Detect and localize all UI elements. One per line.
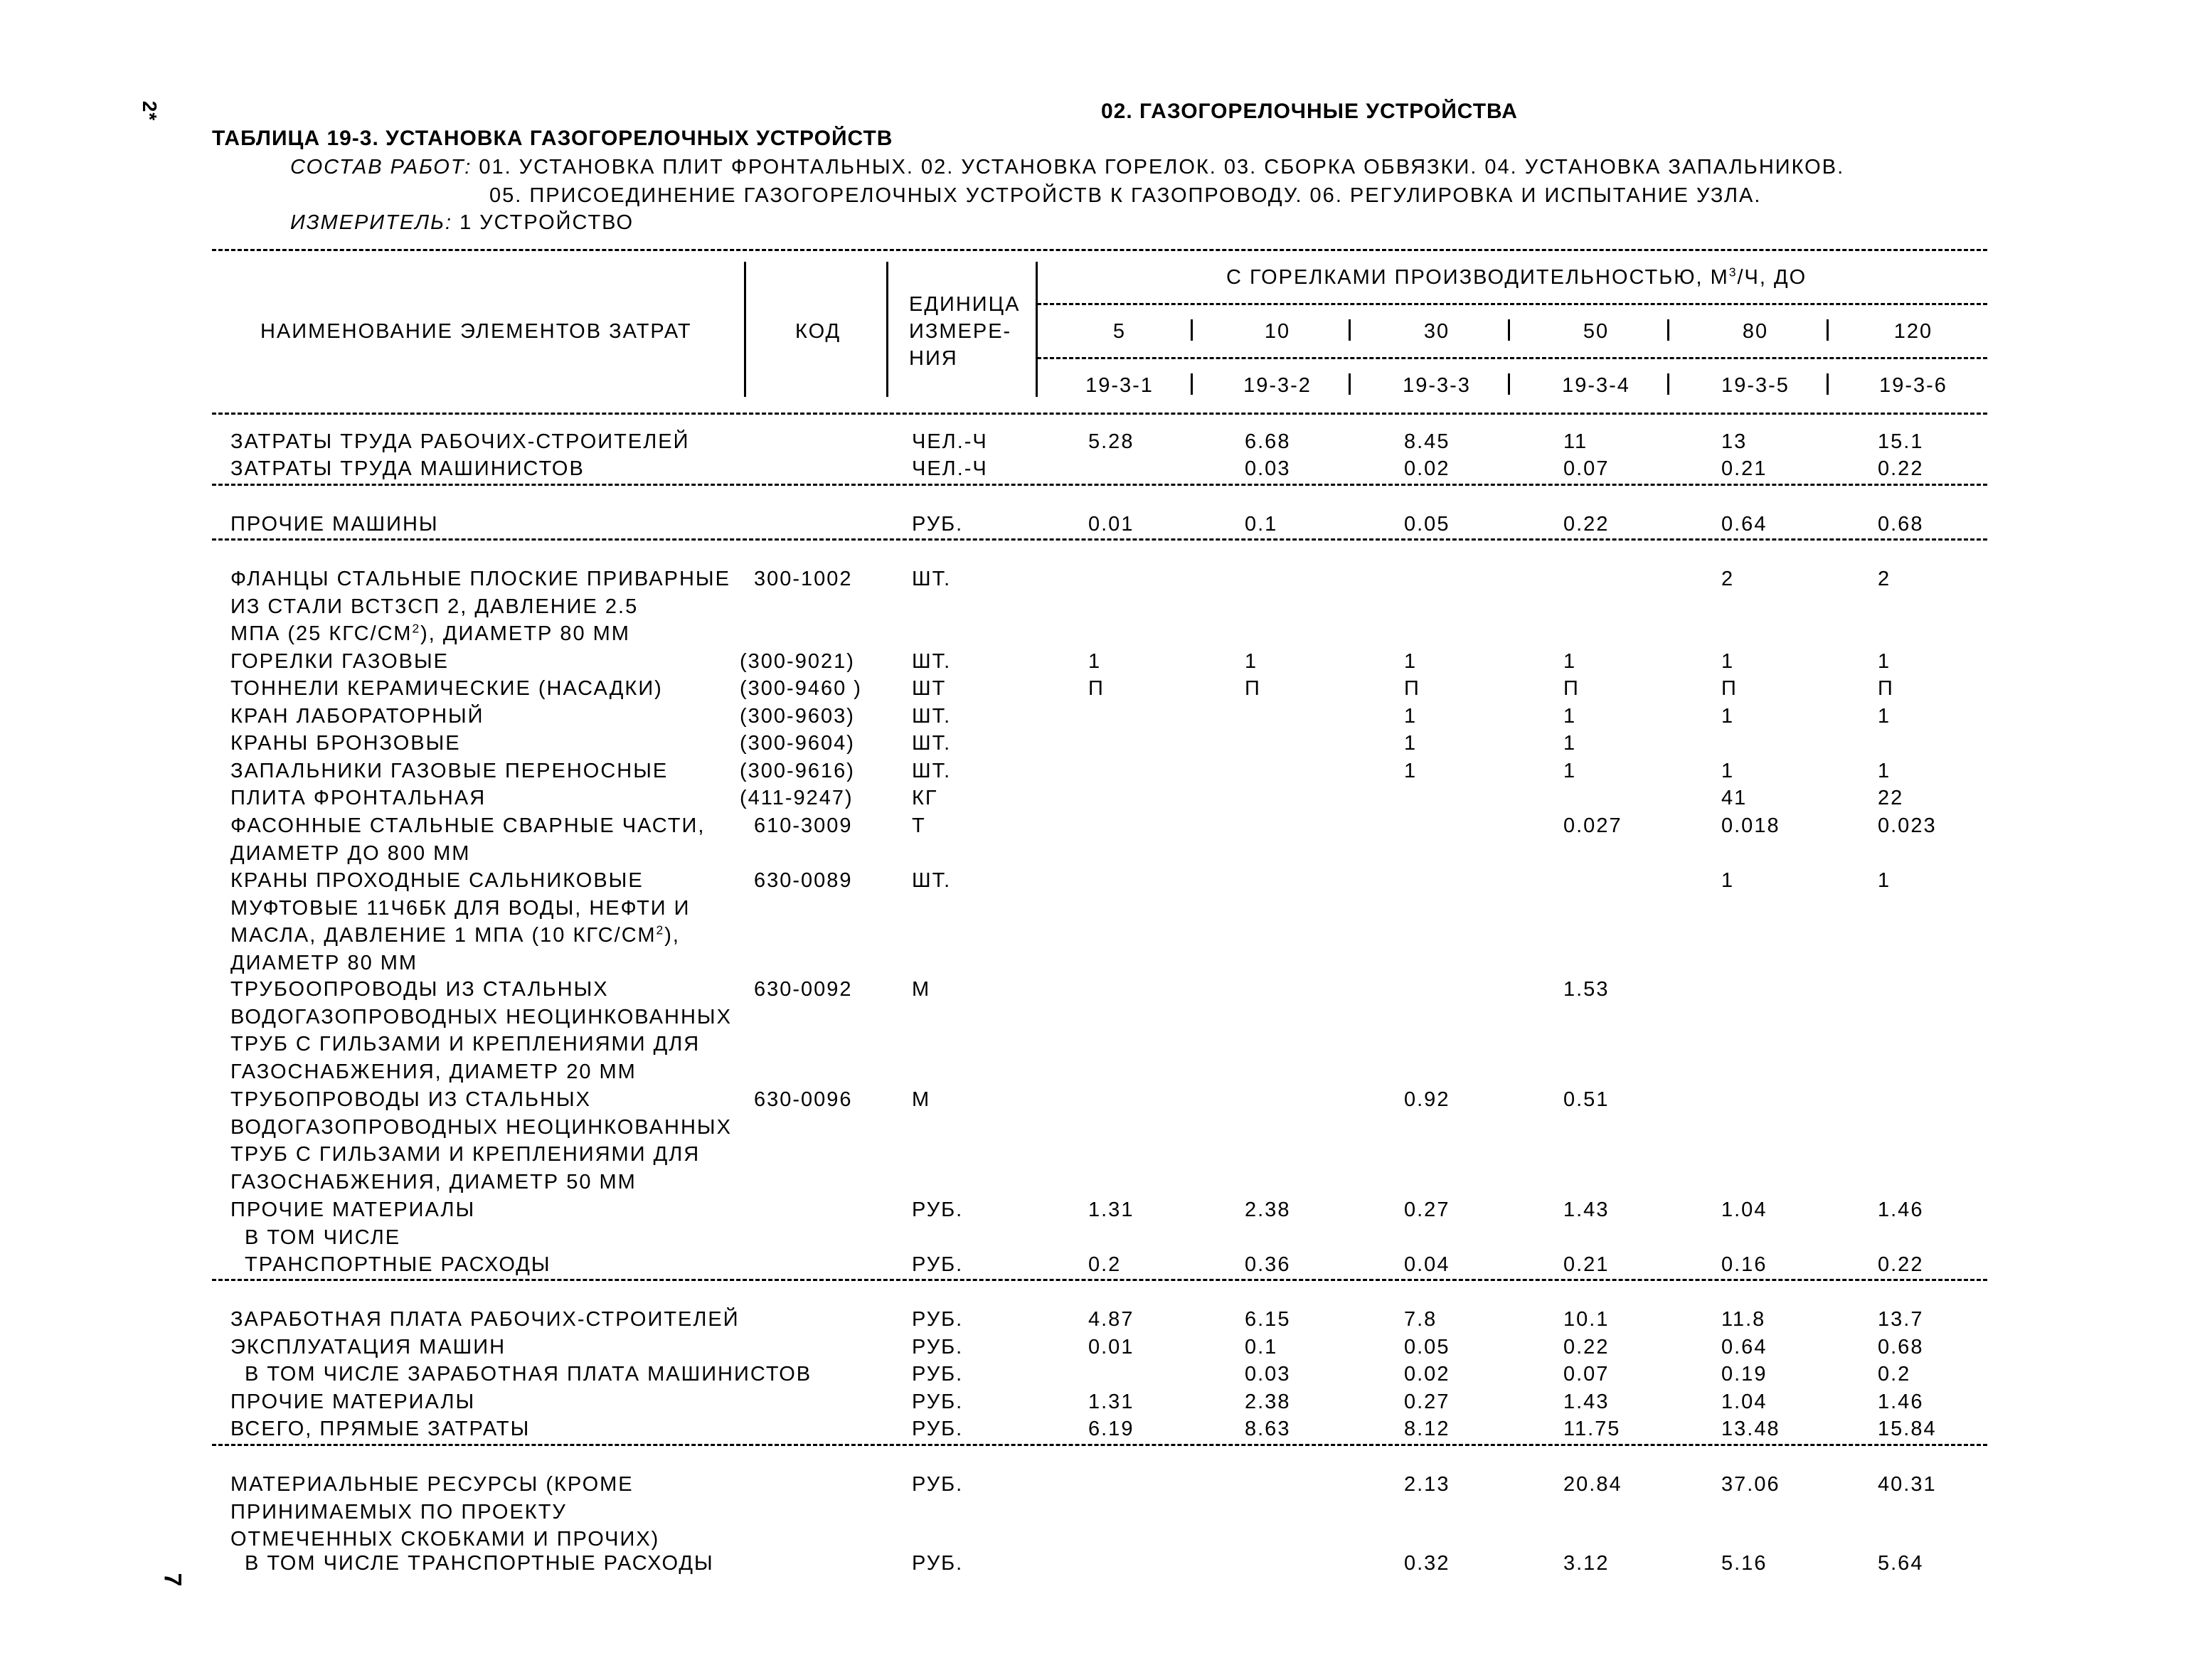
- value-cell: 1: [1878, 760, 1891, 782]
- unit-of-measure: РУБ.: [912, 1391, 964, 1413]
- cost-element-name: МАТЕРИАЛЬНЫЕ РЕСУРСЫ (КРОМЕ: [230, 1473, 634, 1496]
- header-divider: [1827, 373, 1829, 395]
- value-cell: П: [1245, 677, 1261, 700]
- value-cell: П: [1878, 677, 1894, 700]
- unit-of-measure: ЧЕЛ.-Ч: [912, 430, 988, 453]
- value-cell: 3.12: [1563, 1552, 1610, 1575]
- value-cell: 8.63: [1245, 1418, 1291, 1440]
- value-cell: 1.53: [1563, 978, 1610, 1001]
- value-cell: 1.43: [1563, 1391, 1610, 1413]
- value-cell: 37.06: [1721, 1473, 1780, 1496]
- header-group-unit: /Ч, ДО: [1737, 266, 1807, 289]
- value-cell: 1: [1721, 650, 1735, 673]
- value-cell: 2.13: [1404, 1473, 1450, 1496]
- header-code: КОД: [795, 320, 841, 343]
- resource-code: (300-9616): [740, 760, 855, 782]
- value-cell: 5.16: [1721, 1552, 1767, 1575]
- header-rule-1: [1037, 303, 1987, 305]
- value-cell: 0.22: [1878, 457, 1924, 480]
- value-cell: 1: [1563, 650, 1577, 673]
- value-cell: 2.38: [1245, 1198, 1291, 1221]
- value-cell: 6.15: [1245, 1308, 1291, 1331]
- value-cell: 0.22: [1563, 513, 1610, 536]
- value-cell: 1: [1245, 650, 1258, 673]
- header-rate-code: 19-3-3: [1403, 374, 1471, 397]
- header-rule-2: [1037, 357, 1987, 359]
- cost-element-name: ФАСОННЫЕ СТАЛЬНЫЕ СВАРНЫЕ ЧАСТИ,: [230, 814, 706, 837]
- value-cell: 0.2: [1088, 1253, 1122, 1276]
- value-cell: 8.12: [1404, 1418, 1450, 1440]
- value-cell: 0.07: [1563, 457, 1610, 480]
- value-cell: 1.04: [1721, 1391, 1767, 1413]
- value-cell: 2.38: [1245, 1391, 1291, 1413]
- header-group-sup: 3: [1728, 265, 1738, 280]
- unit-of-measure: Т: [912, 814, 926, 837]
- value-cell: 6.68: [1245, 430, 1291, 453]
- cost-element-name: ЗАТРАТЫ ТРУДА МАШИНИСТОВ: [230, 457, 585, 480]
- value-cell: 11: [1563, 430, 1588, 453]
- value-cell: 5.28: [1088, 430, 1134, 453]
- value-cell: 0.21: [1721, 457, 1767, 480]
- work-label: СОСТАВ РАБОТ:: [290, 156, 472, 179]
- header-divider: [744, 262, 746, 397]
- value-cell: 22: [1878, 787, 1904, 809]
- unit-of-measure: ШТ: [912, 677, 947, 700]
- unit-of-measure: ШТ.: [912, 568, 952, 590]
- unit-of-measure: РУБ.: [912, 1552, 964, 1575]
- value-cell: 1: [1088, 650, 1102, 673]
- value-cell: 0.68: [1878, 1336, 1924, 1359]
- value-cell: 0.16: [1721, 1253, 1767, 1276]
- header-rate-code: 19-3-5: [1721, 374, 1790, 397]
- value-cell: 0.27: [1404, 1198, 1450, 1221]
- header-capacity: 50: [1583, 320, 1610, 343]
- value-cell: 0.51: [1563, 1088, 1610, 1111]
- value-cell: 2: [1721, 568, 1735, 590]
- unit-of-measure: ШТ.: [912, 650, 952, 673]
- table-title: ТАБЛИЦА 19-3. УСТАНОВКА ГАЗОГОРЕЛОЧНЫХ УСТРОЙСТВ: [212, 127, 893, 150]
- header-divider: [1036, 262, 1038, 397]
- value-cell: 41: [1721, 787, 1748, 809]
- header-capacity: 10: [1264, 320, 1291, 343]
- cost-element-name: МАСЛА, ДАВЛЕНИЕ 1 МПА (10 КГС/$СМ^2$),: [230, 923, 680, 947]
- resource-code: 300-1002: [754, 568, 853, 590]
- header-capacity: 30: [1423, 320, 1450, 343]
- resource-code: 630-0096: [754, 1088, 853, 1111]
- value-cell: 0.27: [1404, 1391, 1450, 1413]
- header-divider: [1667, 373, 1669, 395]
- value-cell: 0.1: [1245, 1336, 1278, 1359]
- value-cell: П: [1721, 677, 1738, 700]
- value-cell: 0.36: [1245, 1253, 1291, 1276]
- value-cell: 6.19: [1088, 1418, 1134, 1440]
- header-rate-code: 19-3-4: [1562, 374, 1630, 397]
- value-cell: 0.21: [1563, 1253, 1610, 1276]
- unit-of-measure: РУБ.: [912, 1308, 964, 1331]
- unit-of-measure: М: [912, 978, 931, 1001]
- cost-element-name: ОТМЕЧЕННЫХ СКОБКАМИ И ПРОЧИХ): [230, 1528, 660, 1551]
- value-cell: 1: [1721, 760, 1735, 782]
- cost-element-name: ВСЕГО, ПРЯМЫЕ ЗАТРАТЫ: [230, 1418, 531, 1440]
- value-cell: 8.45: [1404, 430, 1450, 453]
- section-title: 02. ГАЗОГОРЕЛОЧНЫЕ УСТРОЙСТВА: [1101, 100, 1518, 123]
- value-cell: 0.023: [1878, 814, 1937, 837]
- value-cell: 0.22: [1563, 1336, 1610, 1359]
- value-cell: 10.1: [1563, 1308, 1610, 1331]
- value-cell: 1: [1404, 705, 1418, 728]
- cost-element-name: В ТОМ ЧИСЛЕ: [245, 1226, 401, 1249]
- header-rate-code: 19-3-2: [1243, 374, 1312, 397]
- resource-code: (300-9460 ): [740, 677, 862, 700]
- cost-element-name: КРАН ЛАБОРАТОРНЫЙ: [230, 705, 484, 728]
- value-cell: 7.8: [1404, 1308, 1437, 1331]
- value-cell: 20.84: [1563, 1473, 1622, 1496]
- header-capacity-group: [1226, 264, 1807, 291]
- unit-of-measure: РУБ.: [912, 1363, 964, 1386]
- header-divider: [1667, 319, 1669, 341]
- value-cell: 1.31: [1088, 1391, 1134, 1413]
- cost-element-name: ЗАТРАТЫ ТРУДА РАБОЧИХ-СТРОИТЕЛЕЙ: [230, 430, 690, 453]
- value-cell: 0.02: [1404, 1363, 1450, 1386]
- value-cell: 1.04: [1721, 1198, 1767, 1221]
- cost-element-name: ЗАРАБОТНАЯ ПЛАТА РАБОЧИХ-СТРОИТЕЛЕЙ: [230, 1308, 740, 1331]
- value-cell: 0.1: [1245, 513, 1278, 536]
- value-cell: 1.31: [1088, 1198, 1134, 1221]
- value-cell: П: [1088, 677, 1105, 700]
- value-cell: 0.19: [1721, 1363, 1767, 1386]
- value-cell: 0.64: [1721, 1336, 1767, 1359]
- resource-code: 630-0092: [754, 978, 853, 1001]
- value-cell: П: [1563, 677, 1580, 700]
- header-unit-2: ИЗМЕРЕ-: [909, 320, 1012, 343]
- header-divider: [1508, 319, 1510, 341]
- cost-element-name: ГОРЕЛКИ ГАЗОВЫЕ: [230, 650, 450, 673]
- cost-element-name: ПЛИТА ФРОНТАЛЬНАЯ: [230, 787, 487, 809]
- value-cell: 5.64: [1878, 1552, 1924, 1575]
- header-divider: [1191, 373, 1193, 395]
- top-rule: [212, 249, 1987, 251]
- unit-of-measure: РУБ.: [912, 1473, 964, 1496]
- meter-value: 1 УСТРОЙСТВО: [459, 211, 634, 234]
- value-cell: 1.43: [1563, 1198, 1610, 1221]
- unit-of-measure: ШТ.: [912, 869, 952, 892]
- meter: [290, 209, 634, 236]
- cost-element-name: КРАНЫ ПРОХОДНЫЕ САЛЬНИКОВЫЕ: [230, 869, 644, 892]
- value-cell: 0.018: [1721, 814, 1780, 837]
- cost-element-name: ТРУБООПРОВОДЫ ИЗ СТАЛЬНЫХ: [230, 978, 609, 1001]
- section-rule: [212, 1444, 1987, 1446]
- cost-element-name: ТОННЕЛИ КЕРАМИЧЕСКИЕ (НАСАДКИ): [230, 677, 663, 700]
- header-capacity: 5: [1112, 320, 1127, 343]
- header-unit-1: ЕДИНИЦА: [909, 293, 1021, 316]
- cost-element-name: КРАНЫ БРОНЗОВЫЕ: [230, 732, 461, 755]
- value-cell: 1: [1404, 650, 1418, 673]
- corner-mark: 7: [159, 1573, 186, 1588]
- resource-code: (300-9603): [740, 705, 855, 728]
- meter-label: ИЗМЕРИТЕЛЬ:: [290, 211, 453, 234]
- value-cell: 0.04: [1404, 1253, 1450, 1276]
- header-rate-code: 19-3-1: [1085, 374, 1154, 397]
- unit-of-measure: ШТ.: [912, 705, 952, 728]
- header-divider: [1349, 373, 1351, 395]
- cost-element-name: В ТОМ ЧИСЛЕ ЗАРАБОТНАЯ ПЛАТА МАШИНИСТОВ: [245, 1363, 812, 1386]
- header-name: НАИМЕНОВАНИЕ ЭЛЕМЕНТОВ ЗАТРАТ: [260, 320, 692, 343]
- value-cell: 0.01: [1088, 1336, 1134, 1359]
- value-cell: 0.64: [1721, 513, 1767, 536]
- value-cell: 15.1: [1878, 430, 1924, 453]
- value-cell: 1.46: [1878, 1198, 1924, 1221]
- section-rule: [212, 1279, 1987, 1281]
- header-divider: [1191, 319, 1193, 341]
- cost-element-name: В ТОМ ЧИСЛЕ ТРАНСПОРТНЫЕ РАСХОДЫ: [245, 1552, 714, 1575]
- header-capacity: 80: [1742, 320, 1769, 343]
- header-divider: [1508, 373, 1510, 395]
- value-cell: 0.027: [1563, 814, 1622, 837]
- work-line-1: 01. УСТАНОВКА ПЛИТ ФРОНТАЛЬНЫХ. 02. УСТАНОВКА ГОРЕЛОК. 03. СБОРКА ОБВЯЗКИ. 04. УСТАНОВКА ЗАПАЛЬНИКОВ.: [479, 156, 1845, 179]
- value-cell: 0.02: [1404, 457, 1450, 480]
- cost-element-name: МУФТОВЫЕ 11Ч6БК ДЛЯ ВОДЫ, НЕФТИ И: [230, 896, 691, 920]
- cost-element-name: ЭКСПЛУАТАЦИЯ МАШИН: [230, 1336, 506, 1359]
- value-cell: 1: [1878, 705, 1891, 728]
- value-cell: 0.03: [1245, 457, 1291, 480]
- cost-element-name: МПА (25 КГС/$СМ^2$), ДИАМЕТР 80 ММ: [230, 621, 630, 645]
- unit-of-measure: ЧЕЛ.-Ч: [912, 457, 988, 480]
- section-rule: [212, 538, 1987, 541]
- header-unit-3: НИЯ: [909, 347, 958, 370]
- value-cell: 0.32: [1404, 1552, 1450, 1575]
- header-bottom-rule: [212, 413, 1987, 415]
- value-cell: 0.07: [1563, 1363, 1610, 1386]
- header-capacity: 120: [1893, 320, 1933, 343]
- value-cell: П: [1404, 677, 1420, 700]
- resource-code: 630-0089: [754, 869, 853, 892]
- value-cell: 0.05: [1404, 1336, 1450, 1359]
- header-divider: [886, 262, 888, 397]
- resource-code: (300-9604): [740, 732, 855, 755]
- value-cell: 0.05: [1404, 513, 1450, 536]
- unit-of-measure: РУБ.: [912, 1198, 964, 1221]
- value-cell: 1: [1563, 732, 1577, 755]
- unit-of-measure: ШТ.: [912, 732, 952, 755]
- cost-element-name: ВОДОГАЗОПРОВОДНЫХ НЕОЦИНКОВАННЫХ: [230, 1005, 732, 1028]
- cost-element-name: ИЗ СТАЛИ ВСТ3СП 2, ДАВЛЕНИЕ 2.5: [230, 595, 639, 618]
- cost-element-name: ТРУБ С ГИЛЬЗАМИ И КРЕПЛЕНИЯМИ ДЛЯ: [230, 1143, 701, 1166]
- value-cell: 1: [1721, 869, 1735, 892]
- value-cell: 1.46: [1878, 1391, 1924, 1413]
- resource-code: (300-9021): [740, 650, 855, 673]
- value-cell: 0.22: [1878, 1253, 1924, 1276]
- cost-element-name: ПРИНИМАЕМЫХ ПО ПРОЕКТУ: [230, 1500, 567, 1524]
- section-rule: [212, 484, 1987, 486]
- value-cell: 11.8: [1721, 1308, 1766, 1331]
- cost-element-name: ЗАПАЛЬНИКИ ГАЗОВЫЕ ПЕРЕНОСНЫЕ: [230, 760, 669, 782]
- unit-of-measure: КГ: [912, 787, 938, 809]
- value-cell: 0.68: [1878, 513, 1924, 536]
- value-cell: 0.2: [1878, 1363, 1911, 1386]
- unit-of-measure: РУБ.: [912, 1336, 964, 1359]
- cost-element-name: ГАЗОСНАБЖЕНИЯ, ДИАМЕТР 20 ММ: [230, 1060, 637, 1083]
- page-mark: 2*: [139, 100, 161, 122]
- value-cell: 4.87: [1088, 1308, 1134, 1331]
- cost-element-name: ДИАМЕТР 80 ММ: [230, 951, 418, 974]
- cost-element-name: ТРУБОПРОВОДЫ ИЗ СТАЛЬНЫХ: [230, 1088, 592, 1111]
- header-divider: [1349, 319, 1351, 341]
- value-cell: 0.01: [1088, 513, 1134, 536]
- value-cell: 40.31: [1878, 1473, 1937, 1496]
- value-cell: 0.03: [1245, 1363, 1291, 1386]
- unit-of-measure: М: [912, 1088, 931, 1111]
- value-cell: 1: [1404, 732, 1418, 755]
- value-cell: 2: [1878, 568, 1891, 590]
- header-group-text: С ГОРЕЛКАМИ ПРОИЗВОДИТЕЛЬНОСТЬЮ, М: [1226, 266, 1729, 289]
- unit-of-measure: РУБ.: [912, 1418, 964, 1440]
- value-cell: 1: [1563, 760, 1577, 782]
- value-cell: 13: [1721, 430, 1748, 453]
- value-cell: 1: [1878, 650, 1891, 673]
- cost-element-name: ДИАМЕТР ДО 800 ММ: [230, 841, 471, 865]
- resource-code: (411-9247): [740, 787, 854, 809]
- work-line-2: 05. ПРИСОЕДИНЕНИЕ ГАЗОГОРЕЛОЧНЫХ УСТРОЙСТВ К ГАЗОПРОВОДУ. 06. РЕГУЛИРОВКА И ИСПЫТАНИЕ УЗЛА.: [489, 184, 1762, 207]
- header-rate-code: 19-3-6: [1879, 374, 1947, 397]
- unit-of-measure: РУБ.: [912, 513, 964, 536]
- cost-element-name: ВОДОГАЗОПРОВОДНЫХ НЕОЦИНКОВАННЫХ: [230, 1115, 732, 1139]
- cost-element-name: ПРОЧИЕ МАШИНЫ: [230, 513, 439, 536]
- cost-element-name: ГАЗОСНАБЖЕНИЯ, ДИАМЕТР 50 ММ: [230, 1170, 637, 1193]
- cost-element-name: ТРУБ С ГИЛЬЗАМИ И КРЕПЛЕНИЯМИ ДЛЯ: [230, 1033, 701, 1056]
- cost-element-name: ПРОЧИЕ МАТЕРИАЛЫ: [230, 1198, 476, 1221]
- value-cell: 1: [1404, 760, 1418, 782]
- value-cell: 1: [1721, 705, 1735, 728]
- value-cell: 13.7: [1878, 1308, 1924, 1331]
- cost-element-name: ТРАНСПОРТНЫЕ РАСХОДЫ: [245, 1253, 551, 1276]
- header-divider: [1827, 319, 1829, 341]
- unit-of-measure: ШТ.: [912, 760, 952, 782]
- value-cell: 15.84: [1878, 1418, 1937, 1440]
- resource-code: 610-3009: [754, 814, 853, 837]
- work-composition: [290, 154, 1844, 181]
- value-cell: 1: [1878, 869, 1891, 892]
- cost-element-name: ФЛАНЦЫ СТАЛЬНЫЕ ПЛОСКИЕ ПРИВАРНЫЕ: [230, 568, 730, 590]
- value-cell: 1: [1563, 705, 1577, 728]
- value-cell: 0.92: [1404, 1088, 1450, 1111]
- cost-element-name: ПРОЧИЕ МАТЕРИАЛЫ: [230, 1391, 476, 1413]
- value-cell: 13.48: [1721, 1418, 1780, 1440]
- unit-of-measure: РУБ.: [912, 1253, 964, 1276]
- value-cell: 11.75: [1563, 1418, 1621, 1440]
